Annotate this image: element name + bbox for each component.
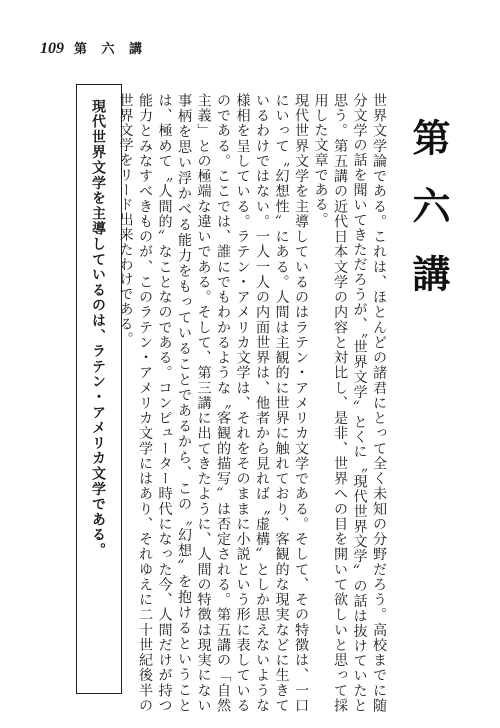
running-header-title: 第 六 講	[74, 42, 148, 57]
body-paragraph: 世界文学論である。これは、ほとんどの諸君にとって全く未知の分野だろう。高校までに随分文学の話を聞いてきただろうが、〝世界文学〟とくに〝現代世界文学〟の話は抜けていたと思う。第五講の近代日本文学の内容と対比し、是非、世界への目を開いて欲しいと思って採用した文章である。	[312, 93, 387, 713]
page-header	[40, 38, 147, 58]
page-number: 109	[40, 40, 64, 57]
summary-box	[76, 84, 122, 694]
chapter-title: 第六講	[406, 118, 450, 322]
summary-text: 現代世界文学を主導しているのは、ラテン・アメリカ文学である。	[90, 99, 106, 558]
body-paragraph: 現代世界文学を主導しているのはラテン・アメリカ文学である。そして、その特徴は、一口にいって〝幻想性〟にある。人間は主観的に世界に触れており、客観的な現実などに生きているわけではない。一人一人の内面世界は、他者から見れば〝虚構〟としか思えないような様相を呈している。ラテン・アメリカ文学は、それをそのままに小説という形に表しているのである。ここでは、誰にでもわかるような〝客観的描写〟は否定される。第五講の「自然主義」との極端な違いである。そして、第三講に出てきたように、人間の特徴は現実にない事柄を思い浮かべる能力をもっていることであるから、この〝幻想〟を抱けるということは、極めて〝人間的〟なことなのである。コンピューター時代になった今、人間だけが持つ能力とみなすべきものが、このラテン・アメリカ文学にはあり、それゆえに二十世紀後半の世界文学をリード出来たわけである。	[117, 93, 309, 713]
body-text	[115, 93, 388, 713]
